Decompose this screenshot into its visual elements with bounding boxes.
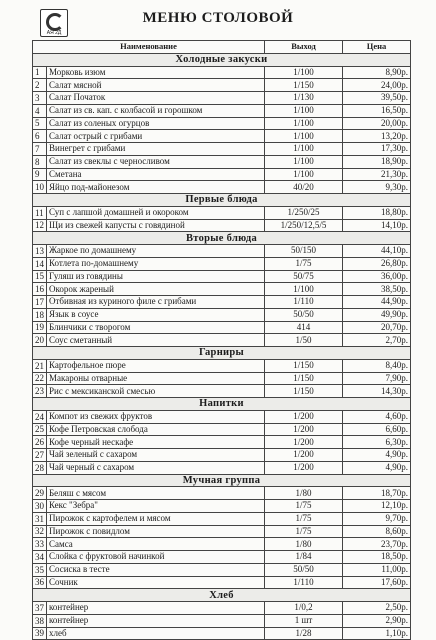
item-number: 16 — [33, 283, 47, 296]
menu-item-row — [33, 92, 411, 105]
menu-item-row — [33, 283, 411, 296]
menu-item-row — [33, 449, 411, 462]
item-name: контейнер — [47, 602, 265, 615]
menu-item-row — [33, 538, 411, 551]
column-header-price: Цена — [343, 41, 411, 54]
item-output: 1/150 — [265, 79, 343, 92]
item-output: 50/150 — [265, 245, 343, 258]
menu-item-row — [33, 436, 411, 449]
item-price: 8,40р. — [343, 359, 411, 372]
menu-body — [33, 53, 411, 640]
item-name: Отбивная из куриного филе с грибами — [47, 296, 265, 309]
item-number: 29 — [33, 487, 47, 500]
item-name: Макароны отварные — [47, 372, 265, 385]
item-price: 18,70р. — [343, 487, 411, 500]
menu-item-row — [33, 385, 411, 398]
menu-item-row — [33, 168, 411, 181]
item-output: 1/150 — [265, 385, 343, 398]
item-name: Салат мясной — [47, 79, 265, 92]
item-name: Язык в соусе — [47, 308, 265, 321]
item-number: 12 — [33, 219, 47, 232]
item-name: Пирожок с повидлом — [47, 525, 265, 538]
menu-item-row — [33, 219, 411, 232]
item-name: Щи из свежей капусты с говядиной — [47, 219, 265, 232]
item-price: 14,10р. — [343, 219, 411, 232]
category-title: Вторые блюда — [33, 232, 411, 245]
menu-item-row — [33, 130, 411, 143]
item-name: контейнер — [47, 614, 265, 627]
item-output: 1/100 — [265, 143, 343, 156]
menu-item-row — [33, 245, 411, 258]
page-title: МЕНЮ СТОЛОВОЙ — [142, 10, 294, 26]
item-number: 1 — [33, 66, 47, 79]
item-output: 1/100 — [265, 66, 343, 79]
item-name: Окорок жареный — [47, 283, 265, 296]
item-number: 11 — [33, 206, 47, 219]
menu-item-row — [33, 500, 411, 513]
item-name: Котлета по-домашнему — [47, 257, 265, 270]
item-number: 39 — [33, 627, 47, 640]
item-number: 9 — [33, 168, 47, 181]
item-name: Сочник — [47, 576, 265, 589]
item-number: 13 — [33, 245, 47, 258]
item-price: 4,90р. — [343, 461, 411, 474]
item-number: 36 — [33, 576, 47, 589]
item-price: 17,60р. — [343, 576, 411, 589]
item-price: 2,50р. — [343, 602, 411, 615]
category-title: Гарниры — [33, 347, 411, 360]
item-output: 50/50 — [265, 563, 343, 576]
item-name: Морковь изюм — [47, 66, 265, 79]
category-title: Мучная группа — [33, 474, 411, 487]
item-number: 25 — [33, 423, 47, 436]
item-output: 1/250/12,5/5 — [265, 219, 343, 232]
item-price: 6,60р. — [343, 423, 411, 436]
menu-item-row — [33, 627, 411, 640]
item-output: 1/80 — [265, 538, 343, 551]
item-output: 1/80 — [265, 487, 343, 500]
item-output: 1/100 — [265, 168, 343, 181]
item-name: Беляш с мясом — [47, 487, 265, 500]
menu-item-row — [33, 410, 411, 423]
item-name: Слойка с фруктовой начинкой — [47, 551, 265, 564]
item-output: 50/50 — [265, 308, 343, 321]
item-output: 1/110 — [265, 576, 343, 589]
category-row — [33, 194, 411, 207]
item-name: хлеб — [47, 627, 265, 640]
menu-item-row — [33, 79, 411, 92]
menu-item-row — [33, 487, 411, 500]
item-output: 50/75 — [265, 270, 343, 283]
column-header-output: Выход — [265, 41, 343, 54]
item-price: 8,90р. — [343, 66, 411, 79]
item-number: 38 — [33, 614, 47, 627]
category-row — [33, 53, 411, 66]
item-price: 4,60р. — [343, 410, 411, 423]
item-output: 1/150 — [265, 372, 343, 385]
item-price: 20,70р. — [343, 321, 411, 334]
item-price: 11,00р. — [343, 563, 411, 576]
item-output: 1 шт — [265, 614, 343, 627]
item-number: 28 — [33, 461, 47, 474]
item-number: 4 — [33, 104, 47, 117]
item-price: 9,70р. — [343, 512, 411, 525]
item-output: 1/100 — [265, 117, 343, 130]
item-price: 12,10р. — [343, 500, 411, 513]
item-output: 1/200 — [265, 461, 343, 474]
item-price: 18,50р. — [343, 551, 411, 564]
item-name: Салат острый с грибами — [47, 130, 265, 143]
item-number: 5 — [33, 117, 47, 130]
menu-item-row — [33, 563, 411, 576]
menu-item-row — [33, 117, 411, 130]
item-number: 37 — [33, 602, 47, 615]
item-price: 44,90р. — [343, 296, 411, 309]
menu-item-row — [33, 66, 411, 79]
menu-item-row — [33, 423, 411, 436]
item-price: 38,50р. — [343, 283, 411, 296]
category-title: Первые блюда — [33, 194, 411, 207]
item-name: Самса — [47, 538, 265, 551]
menu-item-row — [33, 461, 411, 474]
item-name: Сметана — [47, 168, 265, 181]
item-output: 1/150 — [265, 359, 343, 372]
menu-item-row — [33, 143, 411, 156]
category-row — [33, 474, 411, 487]
item-name: Блинчики с творогом — [47, 321, 265, 334]
item-output: 1/75 — [265, 512, 343, 525]
item-price: 24,00р. — [343, 79, 411, 92]
category-title: Хлеб — [33, 589, 411, 602]
item-price: 7,90р. — [343, 372, 411, 385]
menu-item-row — [33, 525, 411, 538]
category-row — [33, 398, 411, 411]
menu-table — [32, 40, 411, 640]
item-output: 1/100 — [265, 155, 343, 168]
item-name: Салат из св. кап. с колбасой и горошком — [47, 104, 265, 117]
item-number: 34 — [33, 551, 47, 564]
item-number: 33 — [33, 538, 47, 551]
item-output: 1/110 — [265, 296, 343, 309]
item-price: 36,00р. — [343, 270, 411, 283]
item-number: 7 — [33, 143, 47, 156]
item-price: 39,50р. — [343, 92, 411, 105]
item-price: 44,10р. — [343, 245, 411, 258]
item-price: 20,00р. — [343, 117, 411, 130]
item-output: 1/28 — [265, 627, 343, 640]
item-name: Салат из соленых огурцов — [47, 117, 265, 130]
item-number: 22 — [33, 372, 47, 385]
item-output: 1/200 — [265, 410, 343, 423]
item-name: Салат из свеклы с черносливом — [47, 155, 265, 168]
item-price: 1,10р. — [343, 627, 411, 640]
item-number: 2 — [33, 79, 47, 92]
menu-item-row — [33, 512, 411, 525]
item-name: Кофе Петровская слобода — [47, 423, 265, 436]
item-price: 2,70р. — [343, 334, 411, 347]
item-output: 1/200 — [265, 449, 343, 462]
item-output: 1/200 — [265, 423, 343, 436]
category-row — [33, 347, 411, 360]
item-price: 9,30р. — [343, 181, 411, 194]
item-price: 2,90р. — [343, 614, 411, 627]
item-output: 1/200 — [265, 436, 343, 449]
item-price: 18,80р. — [343, 206, 411, 219]
item-number: 18 — [33, 308, 47, 321]
item-output: 40/20 — [265, 181, 343, 194]
item-number: 35 — [33, 563, 47, 576]
item-output: 1/100 — [265, 130, 343, 143]
item-name: Пирожок с картофелем и мясом — [47, 512, 265, 525]
item-number: 15 — [33, 270, 47, 283]
item-output: 1/84 — [265, 551, 343, 564]
item-number: 6 — [33, 130, 47, 143]
item-price: 21,30р. — [343, 168, 411, 181]
item-price: 23,70р. — [343, 538, 411, 551]
menu-item-row — [33, 576, 411, 589]
item-price: 16,50р. — [343, 104, 411, 117]
menu-item-row — [33, 551, 411, 564]
item-price: 14,30р. — [343, 385, 411, 398]
menu-item-row — [33, 359, 411, 372]
item-number: 32 — [33, 525, 47, 538]
item-price: 18,90р. — [343, 155, 411, 168]
item-price: 49,90р. — [343, 308, 411, 321]
item-price: 8,60р. — [343, 525, 411, 538]
item-price: 26,80р. — [343, 257, 411, 270]
item-output: 1/75 — [265, 525, 343, 538]
item-number: 27 — [33, 449, 47, 462]
item-name: Рис с мексиканской смесью — [47, 385, 265, 398]
item-output: 1/75 — [265, 257, 343, 270]
item-name: Сосиска в тесте — [47, 563, 265, 576]
menu-item-row — [33, 372, 411, 385]
menu-item-row — [33, 614, 411, 627]
item-price: 17,30р. — [343, 143, 411, 156]
menu-item-row — [33, 308, 411, 321]
item-number: 30 — [33, 500, 47, 513]
item-number: 19 — [33, 321, 47, 334]
item-output: 1/130 — [265, 92, 343, 105]
menu-item-row — [33, 181, 411, 194]
item-output: 1/75 — [265, 500, 343, 513]
item-number: 3 — [33, 92, 47, 105]
item-number: 10 — [33, 181, 47, 194]
item-number: 14 — [33, 257, 47, 270]
category-title: Холодные закуски — [33, 53, 411, 66]
menu-item-row — [33, 296, 411, 309]
item-output: 1/50 — [265, 334, 343, 347]
item-name: Кекс "Зебра" — [47, 500, 265, 513]
item-name: Картофельное пюре — [47, 359, 265, 372]
item-name: Чай зеленый с сахаром — [47, 449, 265, 462]
item-output: 1/100 — [265, 104, 343, 117]
item-name: Салат Початок — [47, 92, 265, 105]
item-number: 31 — [33, 512, 47, 525]
item-number: 26 — [33, 436, 47, 449]
item-name: Чай черный с сахаром — [47, 461, 265, 474]
menu-item-row — [33, 321, 411, 334]
item-name: Гуляш из говядины — [47, 270, 265, 283]
item-number: 17 — [33, 296, 47, 309]
item-output: 414 — [265, 321, 343, 334]
menu-item-row — [33, 155, 411, 168]
item-price: 6,30р. — [343, 436, 411, 449]
item-number: 21 — [33, 359, 47, 372]
item-output: 1/250/25 — [265, 206, 343, 219]
column-header-name: Наименование — [33, 41, 265, 54]
menu-item-row — [33, 334, 411, 347]
item-name: Суп с лапшой домашней и окороком — [47, 206, 265, 219]
menu-item-row — [33, 270, 411, 283]
item-output: 1/100 — [265, 283, 343, 296]
item-number: 24 — [33, 410, 47, 423]
item-name: Соус сметанный — [47, 334, 265, 347]
category-row — [33, 232, 411, 245]
item-price: 13,20р. — [343, 130, 411, 143]
item-name: Винегрет с грибами — [47, 143, 265, 156]
item-number: 20 — [33, 334, 47, 347]
logo-text: АЯ 2Д — [46, 30, 62, 36]
item-name: Яйцо под-майонезом — [47, 181, 265, 194]
menu-item-row — [33, 602, 411, 615]
category-title: Напитки — [33, 398, 411, 411]
item-name: Кофе черный нескафе — [47, 436, 265, 449]
item-output: 1/0,2 — [265, 602, 343, 615]
menu-item-row — [33, 206, 411, 219]
item-price: 4,90р. — [343, 449, 411, 462]
item-name: Жаркое по домашнему — [47, 245, 265, 258]
item-name: Компот из свежих фруктов — [47, 410, 265, 423]
item-number: 8 — [33, 155, 47, 168]
menu-header-row — [33, 41, 411, 54]
menu-item-row — [33, 104, 411, 117]
menu-item-row — [33, 257, 411, 270]
item-number: 23 — [33, 385, 47, 398]
